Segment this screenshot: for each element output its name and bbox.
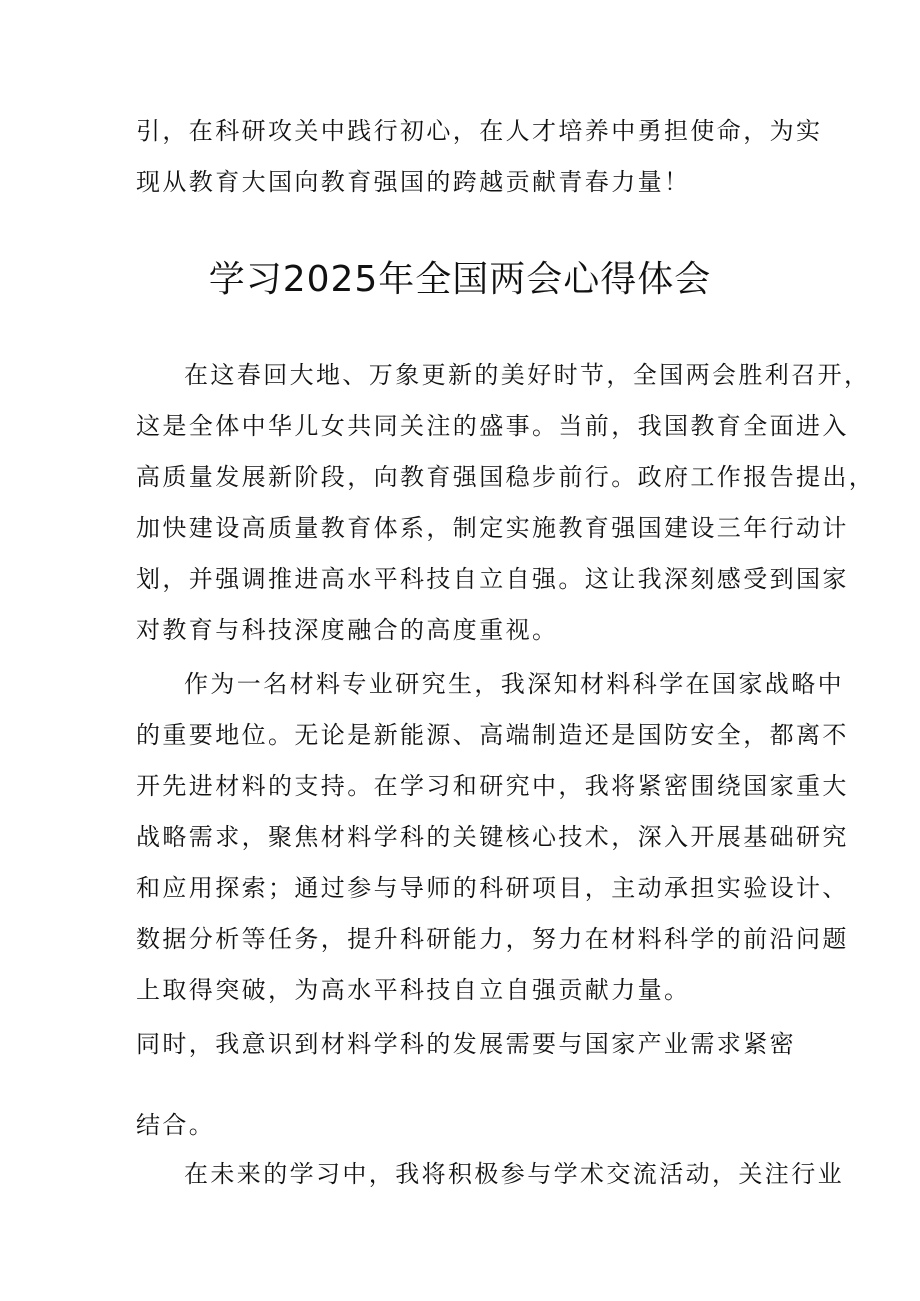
intro-line-2: 现从教育大国向教育强国的跨越贡献青春力量！: [136, 168, 691, 196]
document-title: 学习2025年全国两会心得体会: [208, 259, 712, 300]
paragraph-2-line-2: 的重要地位。无论是新能源、高端制造还是国防安全，都离不: [136, 721, 849, 749]
paragraph-1-line-4: 加快建设高质量教育体系，制定实施教育强国建设三年行动计: [136, 514, 849, 542]
intro-line-1: 引，在科研攻关中践行初心，在人才培养中勇担使命，为实: [136, 117, 823, 145]
paragraph-1-line-5: 划，并强调推进高水平科技自立自强。这让我深刻感受到国家: [136, 565, 849, 593]
paragraph-1-line-6: 对教育与科技深度融合的高度重视。: [136, 616, 559, 644]
paragraph-3-line-2: 结合。: [136, 1111, 216, 1139]
paragraph-1-line-1: 在这春回大地、万象更新的美好时节，全国两会胜利召开，: [184, 361, 871, 389]
paragraph-2-line-3: 开先进材料的支持。在学习和研究中，我将紧密围绕国家重大: [136, 772, 849, 800]
paragraph-3-line-1: 同时，我意识到材料学科的发展需要与国家产业需求紧密: [136, 1030, 796, 1058]
paragraph-2-line-1: 作为一名材料专业研究生，我深知材料科学在国家战略中: [184, 670, 844, 698]
paragraph-2-line-6: 数据分析等任务，提升科研能力，努力在材料科学的前沿问题: [136, 925, 849, 953]
paragraph-1-line-2: 这是全体中华儿女共同关注的盛事。当前，我国教育全面进入: [136, 412, 849, 440]
paragraph-2-line-5: 和应用探索；通过参与导师的科研项目，主动承担实验设计、: [136, 874, 849, 902]
paragraph-2-line-7: 上取得突破，为高水平科技自立自强贡献力量。: [136, 976, 691, 1004]
paragraph-2-line-4: 战略需求，聚焦材料学科的关键核心技术，深入开展基础研究: [136, 823, 849, 851]
paragraph-4-line-1: 在未来的学习中，我将积极参与学术交流活动，关注行业: [184, 1160, 844, 1188]
paragraph-1-line-3: 高质量发展新阶段，向教育强国稳步前行。政府工作报告提出，: [136, 463, 876, 491]
